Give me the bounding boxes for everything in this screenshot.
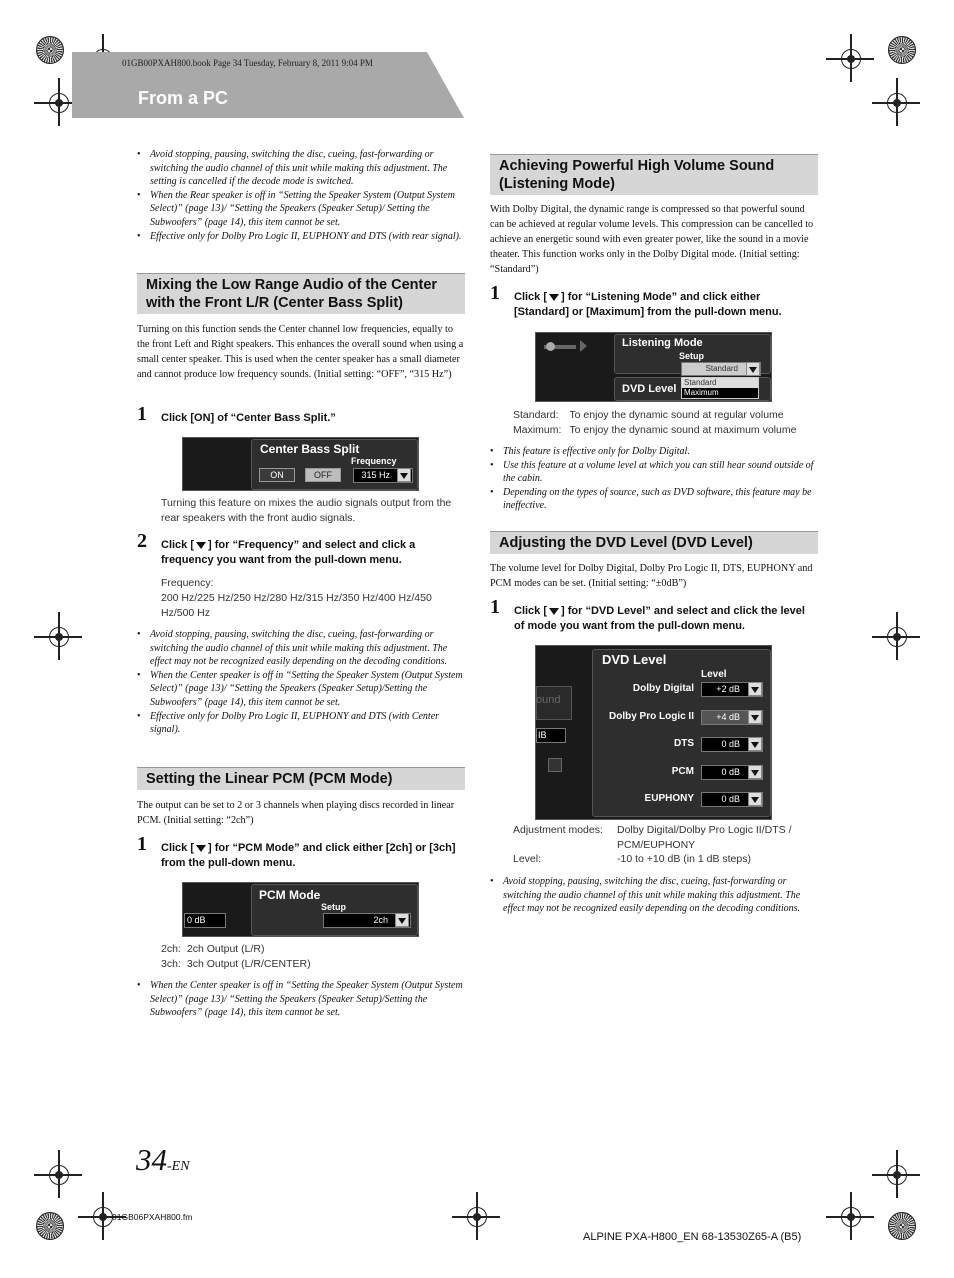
dvd-level-heading: Adjusting the DVD Level (DVD Level) [490,531,818,554]
table-row: 3ch: 3ch Output (L/R/CENTER) [161,957,311,970]
screen-title: DVD Level [602,652,667,667]
list-item: • Avoid stopping, pausing, switching the disc, cueing, fast-forwarding or switching the audio channel of this unit while making this adjustment. The setting is cancelled if the decode mode is switched. [137,148,465,189]
side-level-field: 0 dB [184,913,226,928]
footer-file-name: 01GB06PXAH800.fm [112,1212,193,1222]
book-info: 01GB00PXAH800.book Page 34 Tuesday, February 8, 2011 9:04 PM [122,58,373,68]
next-arrow-icon[interactable] [548,758,562,772]
dvd-level-notes [490,875,818,916]
table-row: Level: -10 to +10 dB (in 1 dB steps) [513,853,751,865]
registration-mark-icon [464,1204,490,1230]
pcm-notes [137,979,465,1020]
dvd-row-label: PCM [671,766,694,777]
dts-select[interactable]: 0 dB [701,737,763,752]
dropdown-arrow-icon[interactable] [748,710,762,724]
dvd-row-label: DTS [674,738,694,749]
table-row: Maximum: To enjoy the dynamic sound at maximum volume [513,423,797,436]
table-row: Standard: To enjoy the dynamic sound at regular volume [513,409,784,421]
list-item: • When the Center speaker is off in “Setting the Speaker System (Output System Select)” (page 13)/ “Setting the Speakers (Speaker Setup)/Setting the Subwoofers” (page 14), this item cannot be set. [137,979,465,1020]
side-level-field: IB [536,728,566,743]
dropdown-arrow-icon[interactable] [397,468,411,482]
setup-label: Setup [679,351,705,361]
euphony-select[interactable]: 0 dB [701,792,763,807]
list-item: • Depending on the types of source, such as DVD software, this feature may be ineffective. [490,486,818,513]
dropdown-arrow-icon[interactable] [395,913,409,927]
page-title: From a PC [138,88,229,108]
table-row: Adjustment modes: Dolby Digital/Dolby Pro Logic II/DTS / PCM/EUPHONY [513,824,792,851]
list-item: • This feature is effective only for Dolby Digital. [490,445,818,459]
listening-options [513,408,796,437]
dropdown-arrow-icon [196,542,206,549]
registration-mark-icon [838,1204,864,1230]
table-row: 2ch: 2ch Output (L/R) [161,943,265,955]
off-button[interactable]: OFF [305,468,341,482]
list-item: • Avoid stopping, pausing, switching the disc, cueing, fast-forwarding or switching the audio channel of this unit while making this adjustment. The effect may not be recognized easily depending on the decoding conditions. [490,875,818,916]
dropdown-arrow-icon[interactable] [748,682,762,696]
pcm-heading: Setting the Linear PCM (PCM Mode) [137,767,465,790]
pcm-mode-select[interactable]: 2ch [323,913,411,928]
list-item: • Effective only for Dolby Pro Logic II, EUPHONY and DTS (with rear signal). [137,230,465,244]
dropdown-arrow-icon[interactable] [748,792,762,806]
next-arrow-icon[interactable] [580,340,587,352]
dvd-row-label: Dolby Pro Logic II [608,711,694,722]
frequency-select[interactable]: 315 Hz [353,468,413,483]
frequency-heading: Frequency: [161,577,214,589]
registration-mark-icon [884,624,910,650]
registration-disc-icon [36,1212,64,1240]
footer-product-code: ALPINE PXA-H800_EN 68-13530Z65-A (B5) [583,1231,802,1243]
pcm-options [161,942,311,971]
center-bass-notes [137,628,465,737]
step-number: 1 [490,282,500,304]
step-instruction: Click [ON] of “Center Bass Split.” [161,412,336,424]
dropdown-arrow-icon [549,294,559,301]
registration-disc-icon [36,36,64,64]
step-instruction: Click [ ] for “PCM Mode” and click either [2ch] or [3ch] from the pull-down menu. [161,842,456,869]
dvd-level-label: DVD Level [622,383,677,395]
dropdown-arrow-icon[interactable] [748,737,762,751]
level-label: Level [701,669,727,680]
dropdown-arrow-icon [549,608,559,615]
screen-title: Center Bass Split [260,442,360,456]
option-standard[interactable]: Standard [682,378,758,388]
page-number: 34-EN [136,1142,190,1177]
step-number: 1 [137,833,147,855]
dvd-row-label: Dolby Digital [632,683,694,694]
pcm-screen [182,882,419,937]
step-instruction: Click [ ] for “DVD Level” and select and click the level of mode you want from the pull-down menu. [514,605,805,632]
dropdown-arrow-icon[interactable] [746,362,760,376]
frequency-list: 200 Hz/225 Hz/250 Hz/280 Hz/315 Hz/350 Hz/400 Hz/450 Hz/500 Hz [161,592,432,619]
registration-disc-icon [888,1212,916,1240]
step-note: Turning this feature on mixes the audio signals output from the rear speakers with the front audio signals. [161,497,452,524]
option-maximum[interactable]: Maximum [684,388,719,397]
on-button[interactable]: ON [259,468,295,482]
dvd-level-screen [535,645,772,820]
dvd-level-intro: The volume level for Dolby Digital, Dolby Pro Logic II, DTS, EUPHONY and PCM modes can be set. (Initial setting: “±0dB”) [490,563,813,589]
screen-title: PCM Mode [259,888,321,902]
list-item: • Effective only for Dolby Pro Logic II, EUPHONY and DTS (with Center signal). [137,710,465,737]
registration-mark-icon [884,1162,910,1188]
registration-mark-icon [884,90,910,116]
dolby-pro-logic-select[interactable]: +4 dB [701,710,763,725]
registration-mark-icon [46,90,72,116]
list-item: • When the Center speaker is off in “Setting the Speaker System (Output System Select)” (page 13)/ “Setting the Speakers (Speaker Setup)/Setting the Subwoofers” (page 14), this item cannot be set. [137,669,465,710]
dolby-digital-select[interactable]: +2 dB [701,682,763,697]
registration-mark-icon [46,1162,72,1188]
registration-disc-icon [888,36,916,64]
side-sound-text: ound [536,694,561,706]
registration-mark-icon [838,46,864,72]
listening-mode-select[interactable]: Standard [681,362,761,376]
listening-notes [490,445,818,513]
listening-intro: With Dolby Digital, the dynamic range is compressed so that powerful sound can be achieved at regular volume levels. This compression can be cancelled to achieve an energetic sound with even greater power, like the sound in a movie theater. This function works only in the Dolby Digital mode. (Initial setting: “Standard”) [490,204,814,275]
center-bass-intro: Turning on this function sends the Center channel low frequencies, equally to the front Left and Right speakers. This enhances the overall sound when using a small center speaker. This is used when the center speaker has a small diameter and cannot produce low frequency sounds. (Initial setting: “OFF”, “315 Hz”) [137,324,464,380]
dropdown-arrow-icon[interactable] [748,765,762,779]
dropdown-arrow-icon [196,845,206,852]
step-number: 2 [137,530,147,552]
pcm-select[interactable]: 0 dB [701,765,763,780]
center-bass-heading: Mixing the Low Range Audio of the Center with the Front L/R (Center Bass Split) [137,273,465,314]
setup-label: Setup [321,902,347,912]
dropdown-menu[interactable] [681,377,759,399]
listening-screen [535,332,772,402]
dvd-row-label: EUPHONY [644,793,694,804]
registration-mark-icon [46,624,72,650]
center-bass-screen [182,437,419,491]
step-instruction: Click [ ] for “Frequency” and select and click a frequency you want from the pull-down menu. [161,539,416,566]
frequency-label: Frequency [351,456,397,466]
pcm-intro: The output can be set to 2 or 3 channels when playing discs recorded in linear PCM. (Initial setting: “2ch”) [137,800,455,826]
step-number: 1 [490,596,500,618]
top-bullets [137,148,465,243]
list-item: • Use this feature at a volume level at which you can still hear sound outside of the cabin. [490,459,818,486]
step-instruction: Click [ ] for “Listening Mode” and click either [Standard] or [Maximum] from the pull-down menu. [514,291,782,318]
slider-knob-icon[interactable] [546,342,555,351]
list-item: • Avoid stopping, pausing, switching the disc, cueing, fast-forwarding or switching the audio channel of this unit while making this adjustment. The effect may not be recognized easily depending on the decoding conditions. [137,628,465,669]
step-number: 1 [137,403,147,425]
dvd-level-specs [513,823,818,867]
list-item: • When the Rear speaker is off in “Setting the Speaker System (Output System Select)” (page 13)/ “Setting the Speakers (Speaker Setup)/ Setting the Subwoofers” (page 14), this item cannot be set. [137,189,465,230]
screen-title: Listening Mode [622,337,703,349]
listening-heading: Achieving Powerful High Volume Sound (Listening Mode) [490,154,818,195]
